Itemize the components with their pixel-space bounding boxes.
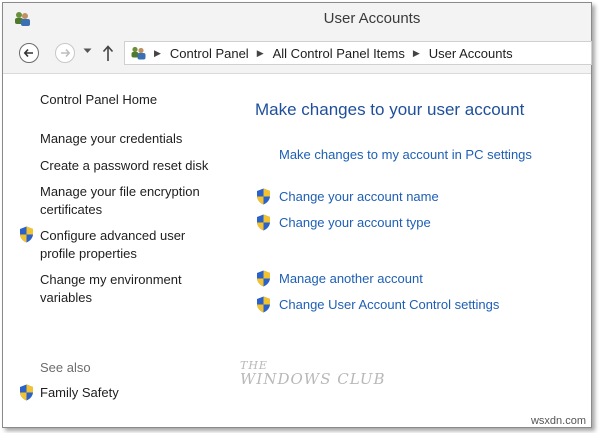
breadcrumb-control-panel[interactable]: Control Panel xyxy=(169,45,249,61)
uac-shield-icon xyxy=(256,270,271,287)
content-area xyxy=(3,74,591,427)
manage-credentials-link[interactable]: Manage your credentials xyxy=(40,131,183,146)
uac-shield-icon xyxy=(19,384,34,401)
create-password-reset-disk-link[interactable]: Create a password reset disk xyxy=(40,158,209,173)
chevron-right-icon[interactable]: ▶ xyxy=(154,47,161,58)
chevron-right-icon[interactable]: ▶ xyxy=(412,47,420,58)
recent-locations-button[interactable] xyxy=(83,48,92,54)
watermark xyxy=(240,359,390,399)
control-panel-icon xyxy=(130,45,146,61)
forward-button[interactable] xyxy=(55,43,75,63)
family-safety-link[interactable]: Family Safety xyxy=(40,385,119,400)
configure-advanced-user-profile-link[interactable]: Configure advanced user profile properties xyxy=(40,228,186,261)
uac-shield-icon xyxy=(256,188,271,205)
back-arrow-icon xyxy=(23,47,35,59)
page-title: Make changes to your user account xyxy=(255,100,525,119)
watermark-line-1: THE xyxy=(240,359,268,372)
navigation-bar xyxy=(3,35,591,74)
breadcrumb-all-control-panel-items[interactable]: All Control Panel Items xyxy=(272,45,405,61)
chevron-right-icon[interactable]: ▶ xyxy=(256,47,264,58)
manage-file-encryption-link[interactable]: Manage your file encryption certificates xyxy=(40,184,200,217)
uac-shield-icon xyxy=(256,214,271,231)
pc-settings-link[interactable]: Make changes to my account in PC settings xyxy=(279,147,532,162)
uac-shield-icon xyxy=(256,296,271,313)
window-title: User Accounts xyxy=(323,10,421,27)
change-environment-variables-link[interactable]: Change my environment variables xyxy=(40,272,182,305)
up-arrow-icon[interactable] xyxy=(102,44,114,62)
control-panel-home-link[interactable]: Control Panel Home xyxy=(40,92,158,107)
change-account-name-link[interactable]: Change your account name xyxy=(279,189,439,204)
change-uac-settings-link[interactable]: Change User Account Control settings xyxy=(279,297,500,312)
manage-another-account-link[interactable]: Manage another account xyxy=(279,271,423,286)
site-credit: wsxdn.com xyxy=(530,415,586,427)
uac-shield-icon xyxy=(19,226,34,243)
change-account-type-link[interactable]: Change your account type xyxy=(279,215,431,230)
breadcrumb-user-accounts[interactable]: User Accounts xyxy=(428,45,513,61)
watermark-line-2: WINDOWS CLUB xyxy=(240,370,386,388)
forward-arrow-icon xyxy=(59,47,71,59)
address-bar[interactable] xyxy=(124,41,592,65)
back-button[interactable] xyxy=(19,43,39,63)
window xyxy=(2,2,592,428)
title-bar xyxy=(3,3,591,35)
see-also-label: See also xyxy=(40,360,91,375)
